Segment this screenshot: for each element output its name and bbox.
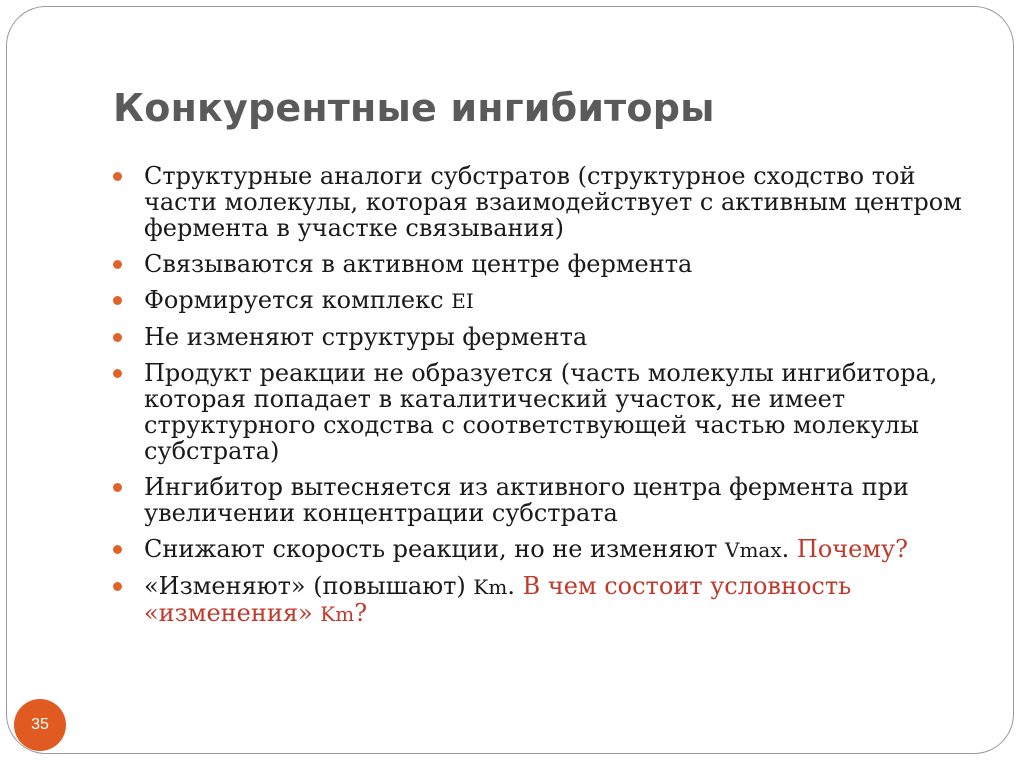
bullet-dot-icon [113,172,122,181]
bullet-item [113,163,964,241]
bullet-text: Не изменяют структуры фермента [144,323,588,351]
question-mark: ? [354,599,368,627]
bullet-dot-icon [113,296,122,305]
bullet-text: Продукт реакции не образуется (часть молекулы ингибитора, которая попадает в каталитический участок, не имеет структурного сходства с соответствующей частью молекулы субстрата) [144,359,938,465]
bullet-text: Ингибитор вытесняется из активного центра фермента при увеличении концентрации субстрата [144,473,909,527]
bullet-item [113,251,973,277]
bullet-text: Формируется комплекс [144,286,452,314]
bullet-item [113,360,973,464]
question-highlight: В чем состоит условность «изменения» [144,572,852,627]
bullet-list [113,163,973,637]
bullet-dot-icon [113,369,122,378]
bullet-item [113,536,973,563]
bullet-dot-icon [113,545,122,554]
bullet-item [113,573,973,627]
vmax-symbol: Vmax [725,538,782,562]
slide-number-badge: 35 [14,699,66,751]
bullet-dot-icon [113,582,122,591]
complex-symbol: EI [451,289,474,313]
bullet-text: Связываются в активном центре фермента [144,250,693,278]
bullet-text-punct: . [781,535,797,563]
question-highlight: Почему? [796,535,909,563]
km-symbol: Km [473,575,508,599]
bullet-text: Снижают скорость реакции, но не изменяют [144,535,726,563]
bullet-dot-icon [113,483,122,492]
bullet-dot-icon [113,333,122,342]
bullet-item [113,474,973,526]
km-symbol-highlight: Km [320,602,355,626]
bullet-text: «Изменяют» (повышают) [144,572,474,600]
bullet-text: Структурные аналоги субстратов (структурное сходство той части молекулы, которая взаимодействует с активным центром фермента в участке связывания) [144,162,962,242]
bullet-item [113,324,973,350]
bullet-text-punct: . [507,572,523,600]
bullet-item [113,287,973,314]
bullet-dot-icon [113,260,122,269]
slide-title: Конкурентные ингибиторы [113,86,715,130]
